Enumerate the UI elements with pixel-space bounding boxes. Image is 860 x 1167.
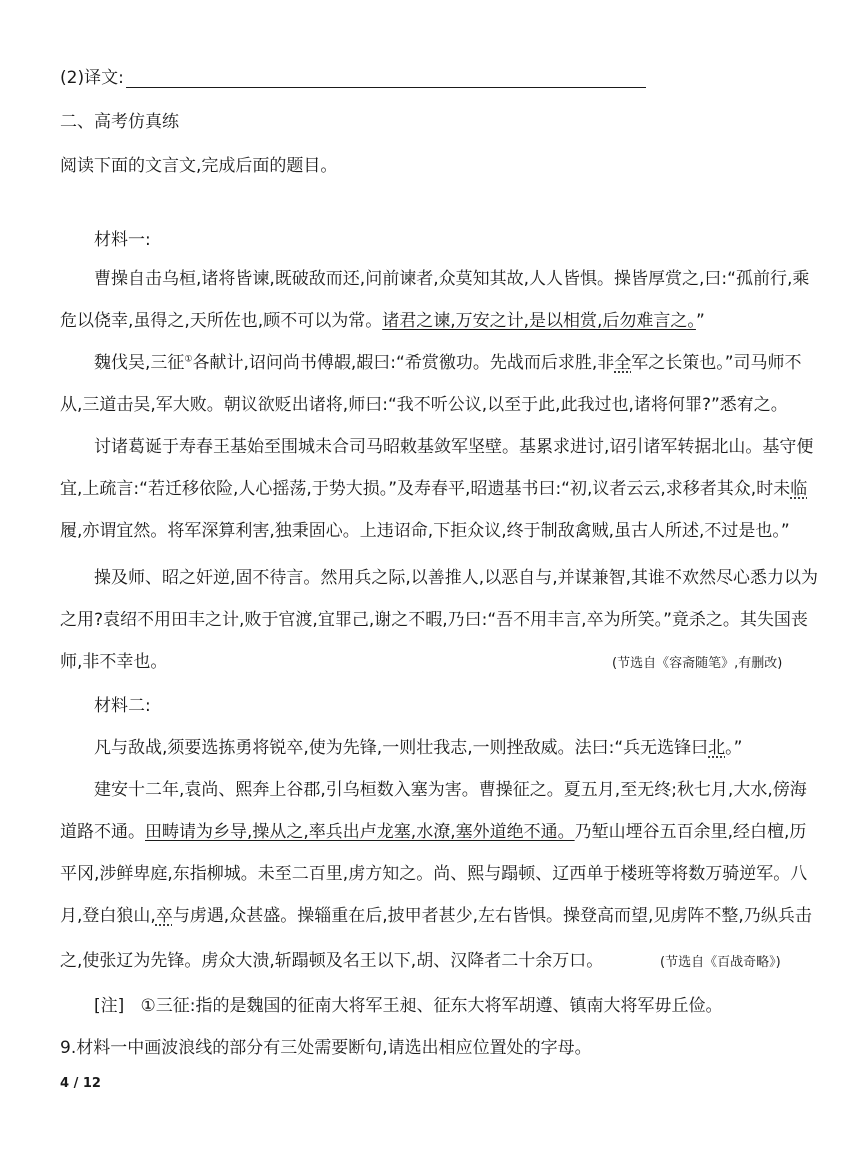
material1-line: 从,三道击吴,军大败。朝议欲贬出诸将,师曰:“我不听公议,以至于此,此我过也,诸将何罪?”悉宥之。 <box>60 395 788 415</box>
dotted-char: 卒 <box>155 906 173 926</box>
material1-line: 曹操自击乌桓,诸将皆谏,既破敌而还,问前谏者,众莫知其故,人人皆惧。操皆厚赏之,曰:“孤前行,乘 <box>94 269 810 289</box>
material2-source: (节选自《百战奇略》) <box>660 955 781 970</box>
wavy-passage-line: 讨诸葛诞于寿春王基始至围城未合司马昭敕基敛军坚壁。基累求进讨,诏引诸军转据北山。基守便 <box>94 437 814 457</box>
section-title: 二、高考仿真练 <box>60 112 179 132</box>
underlined-sentence: 田畴请为乡导,操从之,率兵出卢龙塞,水潦,塞外道绝不通。 <box>145 822 575 842</box>
material2-line: 平冈,涉鲜卑庭,东指柳城。未至二百里,虏方知之。尚、熙与蹋顿、辽西单于楼班等将数万骑逆军。八 <box>60 864 808 884</box>
material1-line: 操及师、昭之奸逆,固不待言。然用兵之际,以善推人,以恶自与,并谋兼智,其谁不欢然尽心悉力以为 <box>94 568 819 588</box>
material1-source: (节选自《容斋随笔》,有删改) <box>612 656 783 671</box>
material2-heading: 材料二: <box>94 696 151 716</box>
footnote-text: ①三征:指的是魏国的征南大将军王昶、征东大将军胡遵、镇南大将军毋丘俭。 <box>140 996 723 1016</box>
material1-line: 魏伐吴,三征①各献计,诏问尚书傅嘏,嘏曰:“希赏徼功。先战而后求胜,非全军之长策也。”司马师不 <box>94 353 802 373</box>
material1-line: 师,非不幸也。 <box>60 652 168 672</box>
dotted-char: 临 <box>790 479 808 499</box>
material2-line: 凡与敌战,须要选拣勇将锐卒,使为先锋,一则壮我志,一则挫敌威。法曰:“兵无选锋曰北。” <box>94 738 743 758</box>
material2-line: 月,登白狼山,卒与虏遇,众甚盛。操辎重在后,披甲者甚少,左右皆惧。操登高而望,见虏阵不整,乃纵兵击 <box>60 906 812 926</box>
material2-line: 之,使张辽为先锋。虏众大溃,斩蹋顿及名王以下,胡、汉降者二十余万口。 <box>60 951 604 971</box>
material1-line: 履,亦谓宜然。将军深算利害,独秉固心。上违诏命,下拒众议,终于制敌禽贼,虽古人所述,不过是也。” <box>60 521 790 541</box>
material1-heading: 材料一: <box>94 230 151 250</box>
underlined-sentence: 诸君之谏,万安之计,是以相赏,后勿难言之。 <box>382 311 696 331</box>
material2-line: 建安十二年,袁尚、熙奔上谷郡,引乌桓数入塞为害。曹操征之。夏五月,至无终;秋七月,大水,傍海 <box>94 780 807 800</box>
question-9: 9.材料一中画波浪线的部分有三处需要断句,请选出相应位置处的字母。 <box>60 1038 592 1058</box>
translation-label: (2)译文: <box>60 68 124 88</box>
material1-line: 宜,上疏言:“若迁移依险,人心摇荡,于势大损。”及寿春平,昭遗基书曰:“初,议者云云,求移者其众,时未临 <box>60 479 808 499</box>
footnote-label: [注] <box>94 996 125 1016</box>
material1-line: 之用?袁绍不用田丰之计,败于官渡,宜罪己,谢之不暇,乃曰:“吾不用丰言,卒为所笑。”竟杀之。其失国丧 <box>60 610 808 630</box>
dotted-char: 全 <box>614 353 632 373</box>
translation-line <box>60 67 805 89</box>
page-number: 4 / 12 <box>60 1076 101 1091</box>
footnote-marker: ① <box>184 354 193 365</box>
footnote <box>94 995 805 1017</box>
answer-blank <box>126 67 646 88</box>
material2-line: 道路不通。田畴请为乡导,操从之,率兵出卢龙塞,水潦,塞外道绝不通。乃堑山堙谷五百余里,经白檀,历 <box>60 822 807 842</box>
instruction-text: 阅读下面的文言文,完成后面的题目。 <box>60 156 338 176</box>
material1-line: 危以侥幸,虽得之,天所佐也,顾不可以为常。诸君之谏,万安之计,是以相赏,后勿难言之。” <box>60 311 705 331</box>
dotted-char: 北 <box>708 738 726 758</box>
